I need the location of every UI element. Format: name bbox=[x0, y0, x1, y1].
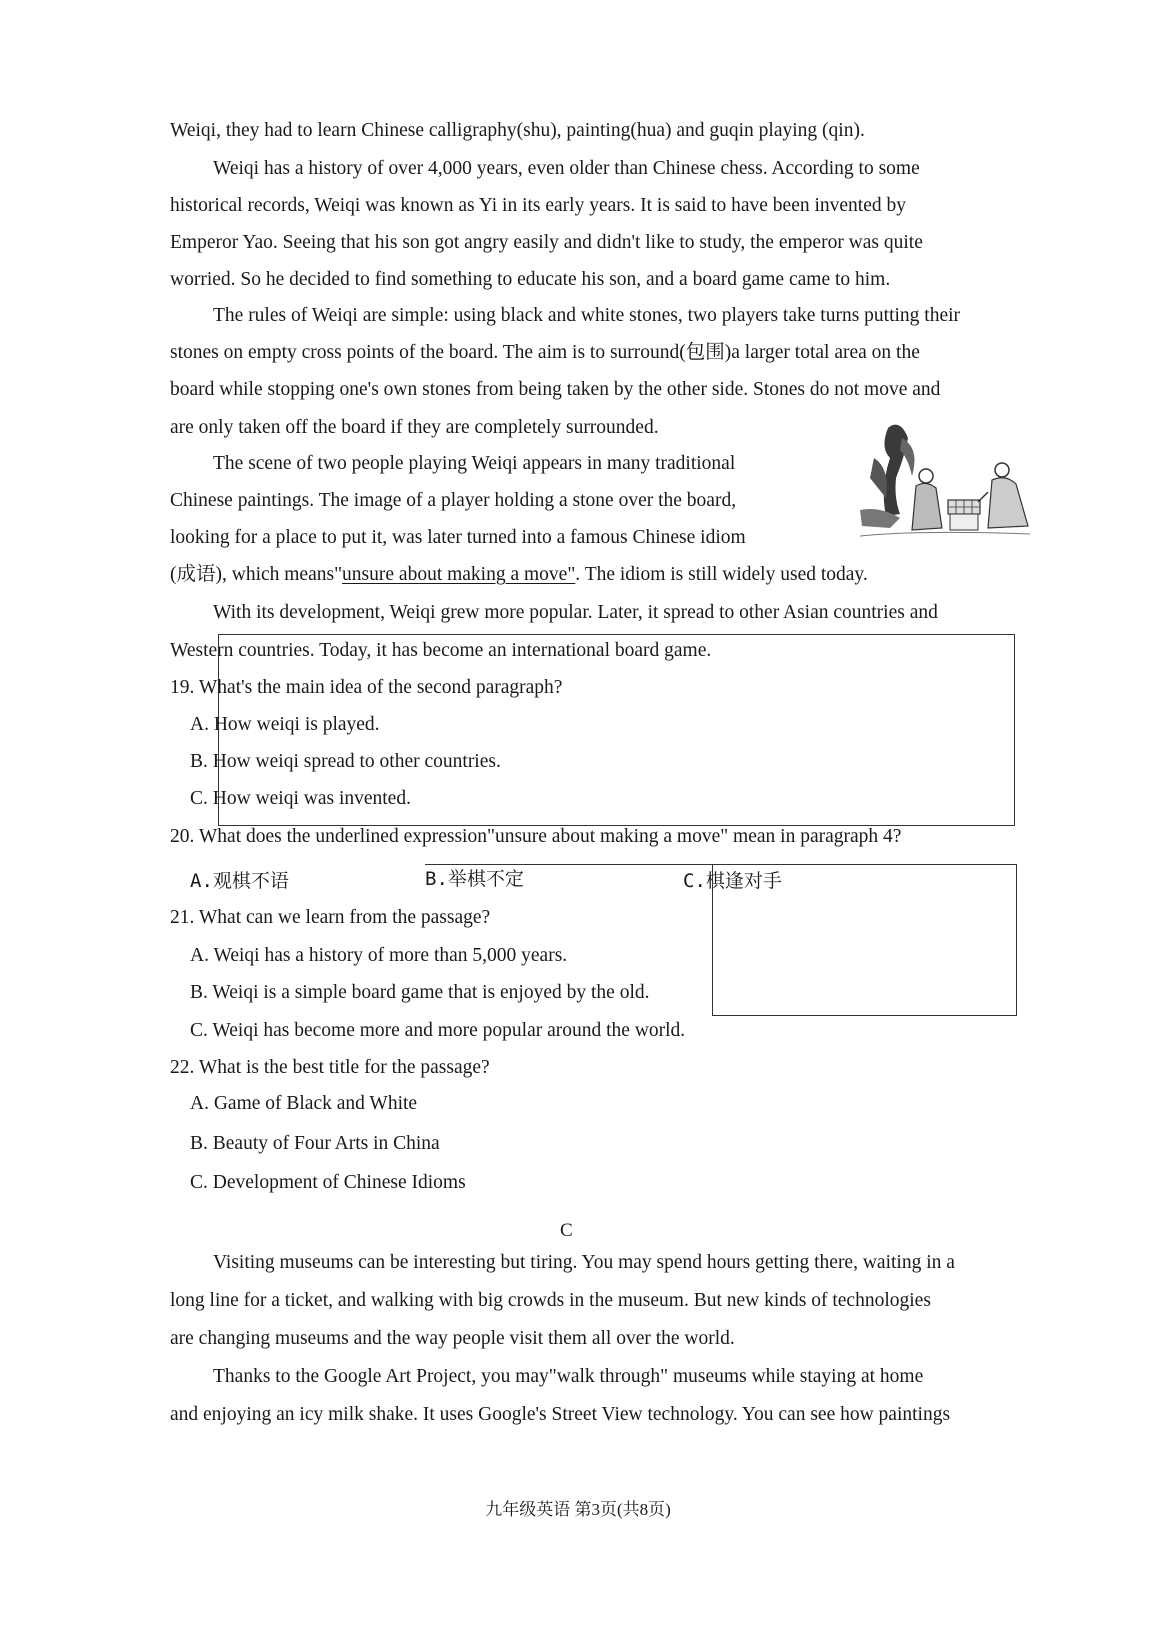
question-19-stem: 19. What's the main idea of the second paragraph? bbox=[170, 677, 563, 698]
question-21-stem: 21. What can we learn from the passage? bbox=[170, 907, 491, 928]
idiom-line-after: . The idiom is still widely used today. bbox=[575, 564, 868, 585]
question-19-option-b[interactable]: B. How weiqi spread to other countries. bbox=[190, 751, 501, 772]
question-22-stem: 22. What is the best title for the passage? bbox=[170, 1057, 490, 1078]
passage-line: The rules of Weiqi are simple: using black and white stones, two players take turns putting their bbox=[213, 305, 961, 326]
question-19-option-a[interactable]: A. How weiqi is played. bbox=[190, 714, 380, 735]
question-22-option-c[interactable]: C. Development of Chinese Idioms bbox=[190, 1172, 466, 1193]
answer-area-box bbox=[712, 864, 1017, 1016]
section-label: C bbox=[560, 1220, 573, 1241]
underlined-expression: unsure about making a move" bbox=[342, 564, 576, 585]
question-19-option-c[interactable]: C. How weiqi was invented. bbox=[190, 788, 411, 809]
page-footer: 九年级英语 第3页(共8页) bbox=[485, 1500, 671, 1519]
passage-line: historical records, Weiqi was known as Yi in its early years. It is said to have been invented by bbox=[170, 195, 907, 216]
passage-line: long line for a ticket, and walking with big crowds in the museum. But new kinds of technologies bbox=[170, 1290, 931, 1311]
passage-line: The scene of two people playing Weiqi appears in many traditional bbox=[213, 453, 736, 474]
question-20-option-c[interactable]: C.棋逢对手 bbox=[683, 870, 782, 892]
passage-line: Emperor Yao. Seeing that his son got angry easily and didn't like to study, the emperor was quite bbox=[170, 232, 923, 253]
passage-line: looking for a place to put it, was later turned into a famous Chinese idiom bbox=[170, 527, 746, 548]
passage-line: With its development, Weiqi grew more popular. Later, it spread to other Asian countries and bbox=[213, 602, 938, 623]
passage-line: Visiting museums can be interesting but tiring. You may spend hours getting there, waiting in a bbox=[213, 1252, 955, 1273]
question-21-option-a[interactable]: A. Weiqi has a history of more than 5,000 years. bbox=[190, 945, 568, 966]
idiom-line-before: (成语), which means" bbox=[170, 564, 343, 585]
question-22-option-a[interactable]: A. Game of Black and White bbox=[190, 1093, 418, 1114]
passage-line: Thanks to the Google Art Project, you may"walk through" museums while staying at home bbox=[213, 1366, 924, 1387]
illustration-drawing bbox=[860, 418, 1040, 548]
question-20-option-b[interactable]: B.举棋不定 bbox=[425, 868, 524, 890]
passage-line: board while stopping one's own stones from being taken by the other side. Stones do not move and bbox=[170, 379, 941, 400]
question-20-stem: 20. What does the underlined expression"unsure about making a move" mean in paragraph 4? bbox=[170, 826, 902, 847]
question-22-option-b[interactable]: B. Beauty of Four Arts in China bbox=[190, 1133, 440, 1154]
passage-line: and enjoying an icy milk shake. It uses Google's Street View technology. You can see how paintings bbox=[170, 1404, 951, 1425]
idiom-line bbox=[170, 562, 868, 588]
passage-line: Chinese paintings. The image of a player holding a stone over the board, bbox=[170, 490, 737, 511]
passage-line: stones on empty cross points of the board. The aim is to surround(包围)a larger total area on the bbox=[170, 342, 920, 363]
question-21-option-c[interactable]: C. Weiqi has become more and more popular around the world. bbox=[190, 1020, 686, 1041]
passage-line: are changing museums and the way people visit them all over the world. bbox=[170, 1328, 735, 1349]
passage-line: Weiqi, they had to learn Chinese calligraphy(shu), painting(hua) and guqin playing (qin). bbox=[170, 120, 865, 141]
passage-line: Western countries. Today, it has become an international board game. bbox=[170, 640, 712, 661]
weiqi-players-illustration bbox=[860, 418, 1040, 548]
passage-line: Weiqi has a history of over 4,000 years, even older than Chinese chess. According to some bbox=[213, 158, 920, 179]
passage-line: are only taken off the board if they are completely surrounded. bbox=[170, 417, 659, 438]
question-21-option-b[interactable]: B. Weiqi is a simple board game that is enjoyed by the old. bbox=[190, 982, 650, 1003]
question-20-option-a[interactable]: A.观棋不语 bbox=[190, 870, 289, 892]
passage-line: worried. So he decided to find something to educate his son, and a board game came to him. bbox=[170, 269, 891, 290]
